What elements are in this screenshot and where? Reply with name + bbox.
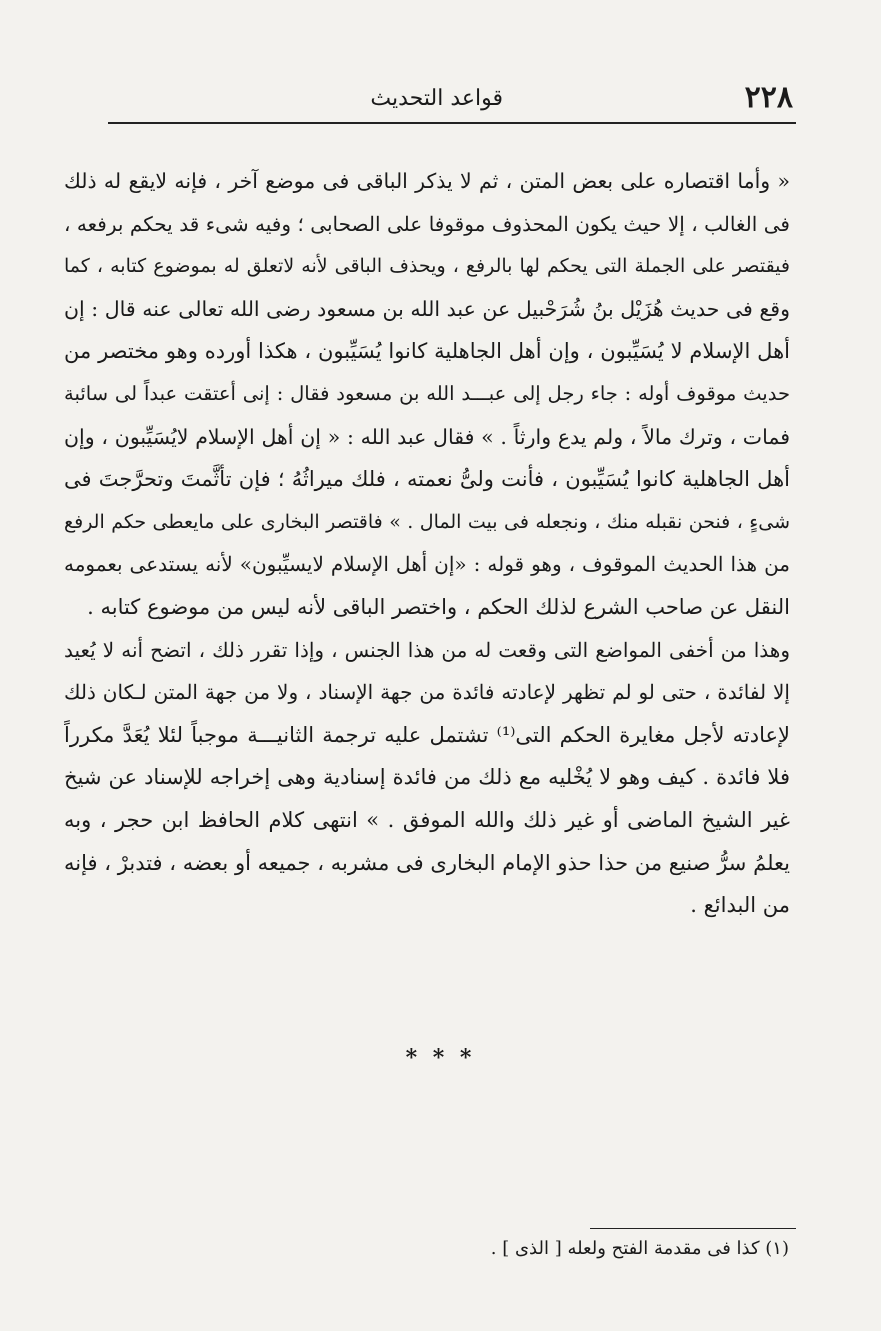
text-line: حديث موقوف أوله : جاء رجل إلى عبـــد الله بن مسعود فقال : إنى أعتقت عبداً لى سائبة: [64, 381, 790, 405]
page-number: ٢٢٨: [744, 80, 793, 115]
footnote: (١) كذا فى مقدمة الفتح ولعله [ الذى ] .: [490, 1238, 789, 1259]
text-line: فى الغالب ، إلا حيث يكون المحذوف موقوفا على الصحابى ؛ وفيه شىء قد يحكم برفعه ،: [64, 211, 790, 236]
text-line: أهل الجاهلية كانوا يُسَيِّبون ، فأنت ولىُّ نعمته ، فلك ميراثُهُ ؛ فإن تأثَّمتَ وتحرَّجتَ فى: [64, 467, 790, 492]
header-rule: [108, 122, 796, 124]
text-line: وهذا من أخفى المواضع التى وقعت له من هذا الجنس ، وإذا تقرر ذلك ، اتضح أنه لا يُعيد: [64, 637, 790, 662]
text-line: يعلمُ سرُّ صنيع من حذا حذو الإمام البخارى فى مشربه ، جميعه أو بعضه ، فتدبرْ ، فإنه: [64, 850, 790, 875]
text-line: من البدائع .: [690, 893, 790, 918]
running-title: قواعد التحديث: [370, 86, 503, 111]
text-line: فيقتصر على الجملة التى يحكم لها بالرفع ، ويحذف الباقى لأنه لاتعلق له بموضوع كتابه ، كما: [64, 255, 790, 278]
text-line: من هذا الحديث الموقوف ، وهو قوله : «إن أهل الإسلام لايسيِّبون» لأنه يستدعى بعمومه: [64, 552, 790, 577]
page-header: [110, 80, 793, 120]
text-line: لإعادته لأجل مغايرة الحكم التى⁽¹⁾ تشتمل عليه ترجمة الثانيـــة موجباً لئلا يُعَدَّ مكرراً: [64, 722, 790, 747]
footnote-rule: [590, 1228, 796, 1229]
text-line: النقل عن صاحب الشرع لذلك الحكم ، واختصر الباقى لأنه ليس من موضوع كتابه .: [87, 594, 790, 619]
text-line: فلا فائدة . كيف وهو لا يُخْليه مع ذلك من فائدة إسنادية وهى إخراجه للإسناد عن شيخ: [64, 765, 790, 790]
text-line: وقع فى حديث هُزَيْل بنُ شُرَحْبيل عن عبد الله بن مسعود رضى الله تعالى عنه قال : إن: [64, 296, 790, 321]
text-line: أهل الإسلام لا يُسَيِّبون ، وإن أهل الجاهلية كانوا يُسَيِّبون ، هكذا أورده وهو مختصر من: [64, 339, 790, 364]
section-separator: * * *: [405, 1045, 476, 1071]
text-line: شىءٍ ، فنحن نقبله منك ، ونجعله فى بيت المال . » فاقتصر البخارى على مايعطى حكم الرفع: [64, 510, 790, 533]
main-text: [64, 160, 790, 927]
text-line: « وأما اقتصاره على بعض المتن ، ثم لا يذكر الباقى فى موضع آخر ، فإنه لايقع له ذلك: [64, 169, 790, 193]
text-line: إلا لفائدة ، حتى لو لم تظهر لإعادته فائدة من جهة الإسناد ، ولا من جهة المتن لـكان ذلك: [64, 680, 790, 705]
text-line: فمات ، وترك مالاً ، ولم يدع وارثاً . » فقال عبد الله : « إن أهل الإسلام لايُسَيِّبون ، وإن: [64, 424, 790, 449]
text-line: غير الشيخ الماضى أو غير ذلك والله الموفق . » انتهى كلام الحافظ ابن حجر ، وبه: [64, 807, 790, 832]
